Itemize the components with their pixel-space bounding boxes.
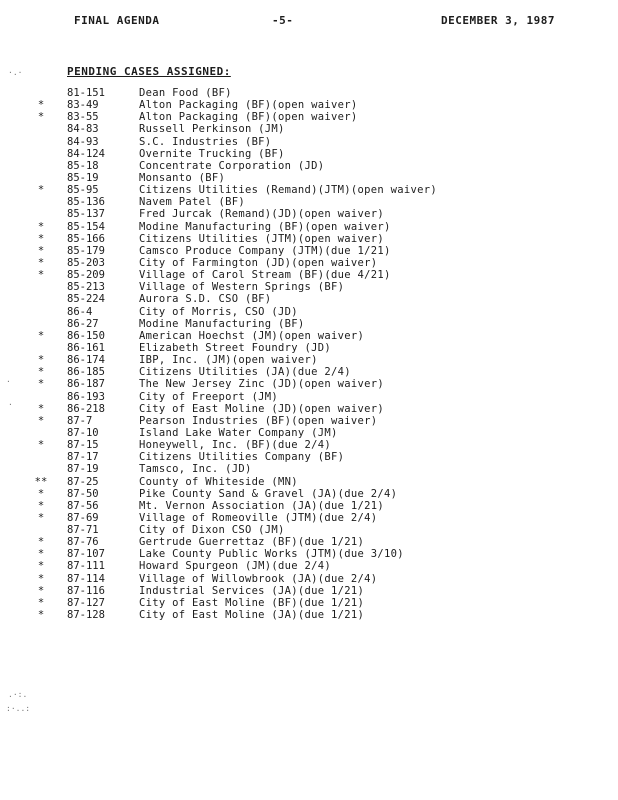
case-number: 81-151 [67, 87, 105, 99]
case-marker: * [37, 584, 45, 597]
case-description: Dean Food (BF) [139, 87, 232, 99]
case-row [0, 451, 618, 463]
header-date: DECEMBER 3, 1987 [441, 14, 555, 27]
case-number: 84-83 [67, 123, 99, 136]
case-list [0, 87, 618, 621]
case-description: Village of Willowbrook (JA)(due 2/4) [139, 572, 378, 585]
case-row [0, 585, 618, 597]
case-number: 85-136 [67, 196, 105, 209]
case-description: Aurora S.D. CSO (BF) [139, 293, 272, 306]
case-number: 85-154 [67, 220, 105, 233]
case-number: 87-76 [67, 536, 99, 549]
scan-speck: ·.· [8, 68, 23, 77]
case-number: 87-19 [67, 463, 99, 476]
case-number: 85-213 [67, 281, 105, 294]
case-marker: * [37, 244, 45, 257]
case-number: 86-193 [67, 390, 105, 403]
case-marker: * [37, 220, 45, 233]
case-marker: * [37, 511, 45, 524]
case-description: Citizens Utilities (JTM)(open waiver) [139, 232, 384, 245]
case-row [0, 136, 618, 148]
case-row [0, 403, 618, 415]
case-number: 83-55 [67, 111, 99, 124]
case-number: 87-107 [67, 548, 105, 561]
case-number: 85-95 [67, 184, 99, 197]
case-number: 85-166 [67, 232, 105, 245]
case-number: 87-50 [67, 487, 99, 500]
case-row [0, 415, 618, 427]
case-number: 85-18 [67, 159, 99, 172]
case-description: Overnite Trucking (BF) [139, 147, 285, 160]
case-number: 85-19 [67, 171, 99, 184]
case-description: Navem Patel (BF) [139, 196, 245, 209]
case-row [0, 573, 618, 585]
case-marker: * [37, 402, 45, 415]
case-row [0, 609, 618, 621]
scan-speck: .·:. [8, 690, 28, 699]
case-number: 85-203 [67, 256, 105, 269]
case-row [0, 427, 618, 439]
case-row [0, 354, 618, 366]
case-marker: * [37, 378, 45, 391]
case-description: City of East Moline (JA)(due 1/21) [139, 609, 365, 622]
case-number: 85-209 [67, 269, 105, 282]
case-description: Monsanto (BF) [139, 171, 226, 184]
case-description: Tamsco, Inc. (JD) [139, 463, 252, 476]
case-marker: * [37, 232, 45, 245]
case-number: 86-27 [67, 317, 99, 330]
case-marker: * [37, 439, 45, 452]
case-row [0, 281, 618, 293]
case-description: Concentrate Corporation (JD) [139, 159, 325, 172]
case-description: Russell Perkinson (JM) [139, 123, 285, 136]
case-marker: * [37, 366, 45, 379]
case-description: City of Freeport (JM) [139, 390, 279, 403]
case-marker: ** [34, 475, 48, 488]
case-number: 87-128 [67, 609, 105, 622]
case-description: Alton Packaging (BF)(open waiver) [139, 111, 358, 124]
case-description: S.C. Industries (BF) [139, 135, 272, 148]
case-number: 87-15 [67, 439, 99, 452]
section-title: PENDING CASES ASSIGNED: [67, 65, 231, 78]
case-number: 87-71 [67, 524, 99, 537]
case-description: Gertrude Guerrettaz (BF)(due 1/21) [139, 536, 365, 549]
case-marker: * [37, 560, 45, 573]
case-description: Village of Romeoville (JTM)(due 2/4) [139, 511, 378, 524]
case-description: Citizens Utilities (JA)(due 2/4) [139, 366, 351, 379]
case-number: 87-127 [67, 596, 105, 609]
case-number: 87-111 [67, 560, 105, 573]
case-row [0, 391, 618, 403]
case-number: 87-69 [67, 511, 99, 524]
case-row [0, 560, 618, 572]
case-row [0, 148, 618, 160]
case-description: Citizens Utilities (Remand)(JTM)(open waiver) [139, 184, 437, 197]
case-description: Modine Manufacturing (BF)(open waiver) [139, 220, 391, 233]
case-number: 87-25 [67, 475, 99, 488]
case-number: 86-161 [67, 341, 105, 354]
case-marker: * [37, 487, 45, 500]
case-row [0, 597, 618, 609]
case-row [0, 524, 618, 536]
case-description: The New Jersey Zinc (JD)(open waiver) [139, 378, 384, 391]
case-row [0, 330, 618, 342]
case-row [0, 306, 618, 318]
case-number: 86-4 [67, 305, 93, 318]
case-number: 87-7 [67, 414, 93, 427]
case-number: 86-187 [67, 378, 105, 391]
case-marker: * [37, 99, 45, 112]
case-description: City of Morris, CSO (JD) [139, 305, 298, 318]
case-marker: * [37, 414, 45, 427]
case-row [0, 512, 618, 524]
case-description: American Hoechst (JM)(open waiver) [139, 329, 365, 342]
case-number: 86-185 [67, 366, 105, 379]
case-number: 87-116 [67, 584, 105, 597]
case-row [0, 318, 618, 330]
case-row [0, 208, 618, 220]
case-number: 85-137 [67, 208, 105, 221]
case-description: Honeywell, Inc. (BF)(due 2/4) [139, 439, 332, 452]
case-marker: * [37, 596, 45, 609]
case-description: Lake County Public Works (JTM)(due 3/10) [139, 548, 404, 561]
case-description: County of Whiteside (MN) [139, 475, 298, 488]
case-number: 84-124 [67, 147, 105, 160]
case-marker: * [37, 184, 45, 197]
page-number: -5- [272, 14, 294, 27]
case-row [0, 172, 618, 184]
case-row [0, 257, 618, 269]
case-row [0, 245, 618, 257]
case-marker: * [37, 329, 45, 342]
case-row [0, 293, 618, 305]
case-number: 87-56 [67, 499, 99, 512]
case-row [0, 366, 618, 378]
case-marker: * [37, 111, 45, 124]
case-description: City of East Moline (BF)(due 1/21) [139, 596, 365, 609]
case-description: Industrial Services (JA)(due 1/21) [139, 584, 365, 597]
case-number: 86-150 [67, 329, 105, 342]
case-row [0, 548, 618, 560]
case-number: 87-114 [67, 572, 105, 585]
case-row [0, 196, 618, 208]
case-description: Modine Manufacturing (BF) [139, 317, 305, 330]
case-marker: * [37, 548, 45, 561]
case-marker: * [37, 536, 45, 549]
case-row [0, 439, 618, 451]
case-row [0, 99, 618, 111]
scan-speck: · [6, 377, 11, 386]
case-marker: * [37, 256, 45, 269]
case-marker: * [37, 609, 45, 622]
case-number: 85-224 [67, 293, 105, 306]
case-number: 87-10 [67, 426, 99, 439]
case-marker: * [37, 572, 45, 585]
case-description: Camsco Produce Company (JTM)(due 1/21) [139, 244, 391, 257]
case-marker: * [37, 499, 45, 512]
case-description: Pearson Industries (BF)(open waiver) [139, 414, 378, 427]
header-title: FINAL AGENDA [74, 14, 160, 27]
case-row [0, 488, 618, 500]
case-row [0, 476, 618, 488]
case-number: 83-49 [67, 99, 99, 112]
case-description: Village of Western Springs (BF) [139, 281, 345, 294]
case-description: Alton Packaging (BF)(open waiver) [139, 99, 358, 112]
case-description: Island Lake Water Company (JM) [139, 426, 338, 439]
case-description: Elizabeth Street Foundry (JD) [139, 341, 332, 354]
case-description: Pike County Sand & Gravel (JA)(due 2/4) [139, 487, 398, 500]
case-row [0, 342, 618, 354]
case-number: 86-218 [67, 402, 105, 415]
scan-speck: :·..: [6, 704, 31, 713]
case-description: Mt. Vernon Association (JA)(due 1/21) [139, 499, 384, 512]
case-description: Fred Jurcak (Remand)(JD)(open waiver) [139, 208, 384, 221]
case-row [0, 269, 618, 281]
case-description: City of Farmington (JD)(open waiver) [139, 256, 378, 269]
case-row [0, 111, 618, 123]
case-row [0, 463, 618, 475]
case-row [0, 221, 618, 233]
case-marker: * [37, 269, 45, 282]
case-description: Village of Carol Stream (BF)(due 4/21) [139, 269, 391, 282]
case-row [0, 184, 618, 196]
case-description: City of Dixon CSO (JM) [139, 524, 285, 537]
case-description: Citizens Utilities Company (BF) [139, 451, 345, 464]
case-description: City of East Moline (JD)(open waiver) [139, 402, 384, 415]
case-number: 87-17 [67, 451, 99, 464]
case-number: 85-179 [67, 244, 105, 257]
case-row [0, 536, 618, 548]
case-description: Howard Spurgeon (JM)(due 2/4) [139, 560, 332, 573]
case-row [0, 123, 618, 135]
case-row [0, 378, 618, 390]
case-number: 86-174 [67, 354, 105, 367]
case-row [0, 160, 618, 172]
case-row [0, 233, 618, 245]
case-row [0, 87, 618, 99]
scan-speck: · [8, 400, 13, 409]
case-row [0, 500, 618, 512]
case-description: IBP, Inc. (JM)(open waiver) [139, 354, 318, 367]
case-number: 84-93 [67, 135, 99, 148]
case-marker: * [37, 354, 45, 367]
